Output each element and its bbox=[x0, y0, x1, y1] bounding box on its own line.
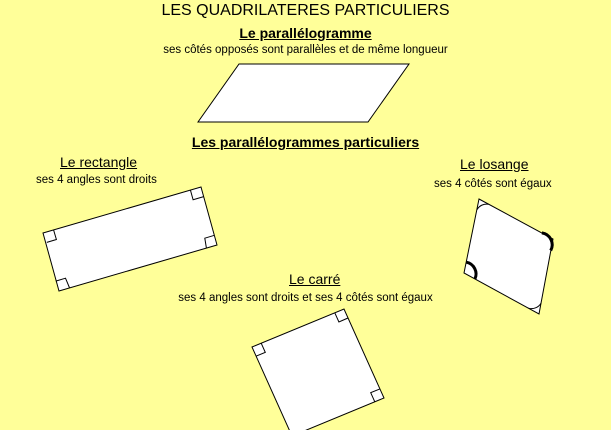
rectangle-description: ses 4 angles sont droits bbox=[36, 174, 157, 186]
rhombus-description: ses 4 côtés sont égaux bbox=[434, 178, 552, 190]
square-description: ses 4 angles sont droits et ses 4 côtés sont égaux bbox=[178, 292, 433, 304]
rectangle-shape bbox=[43, 187, 217, 291]
square-title: Le carré bbox=[289, 271, 341, 287]
parallelogram-shape bbox=[198, 64, 409, 122]
page-title: LES QUADRILATERES PARTICULIERS bbox=[161, 2, 450, 19]
parallelogram-description: ses côtés opposés sont parallèles et de même longueur bbox=[163, 44, 448, 56]
special-parallelograms-title: Les parallélogrammes particuliers bbox=[191, 134, 420, 150]
parallelogram-title: Le parallélogramme bbox=[239, 25, 372, 41]
rhombus-shape bbox=[464, 199, 553, 314]
rectangle-title: Le rectangle bbox=[60, 154, 138, 170]
square-shape bbox=[252, 309, 384, 430]
rhombus-title: Le losange bbox=[460, 156, 529, 172]
